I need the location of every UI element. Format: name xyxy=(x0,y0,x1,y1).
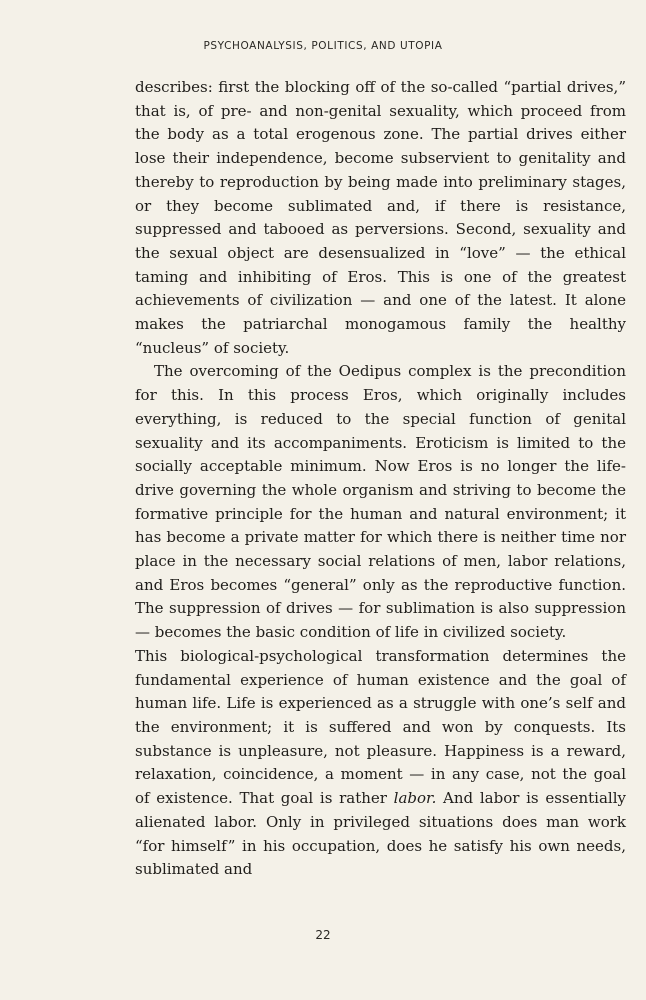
italic-labor: labor. xyxy=(393,789,437,808)
paragraph-2: The overcoming of the Oedipus complex is the precondition for this. In this process Eros, which originally includes everything, is reduced to the special function of genital sexuality and its accompaniments. Eroticism is limited to the socially acceptable minimum. Now Eros is no longer the life-drive governing the whole organism and striving to become the formative principle for the human and natural environment; it has become a private matter for which there is neither time nor place in the necessary social relations of men, labor relations, and Eros becomes “general” only as the reproductive function. The suppression of drives — for sublimation is also suppression — becomes the basic condition of life in civilized society. xyxy=(135,362,626,642)
body-text xyxy=(135,76,626,882)
paragraph-1: describes: first the blocking off of the so-called “partial drives,” that is, of pre- and non-genital sexuality, which proceed from the body as a total erogenous zone. The partial drives either lose their independence, become subservient to genitality and thereby to reproduction by being made into preliminary stages, or they become sublimated and, if there is resistance, suppressed and tabooed as perversions. Second, sexuality and the sexual object are desensualized in “love” — the ethical taming and inhibiting of Eros. This is one of the greatest achievements of civilization — and one of the latest. It alone makes the patriarchal monogamous family the healthy “nucleus” of society. xyxy=(135,78,626,357)
paragraph-3 xyxy=(135,645,626,882)
paragraph-3-text-a: This biological-psychological transformation determines the fundamental experience of human existence and the goal of human life. Life is experienced as a struggle with one’s self and the environment; it is suffered and won by conquests. Its substance is unpleasure, not pleasure. Happiness is a reward, relaxation, coincidence, a moment — in any case, not the goal of existence. That goal is rather xyxy=(135,646,626,808)
page-number: 22 xyxy=(315,928,331,942)
paragraph-3-text-b: And labor is essentially alienated labor. Only in privileged situations does man work “for himself” in his occupation, does he satisfy his own needs, sublimated and xyxy=(135,789,626,879)
running-head: PSYCHOANALYSIS, POLITICS, AND UTOPIA xyxy=(203,40,443,52)
